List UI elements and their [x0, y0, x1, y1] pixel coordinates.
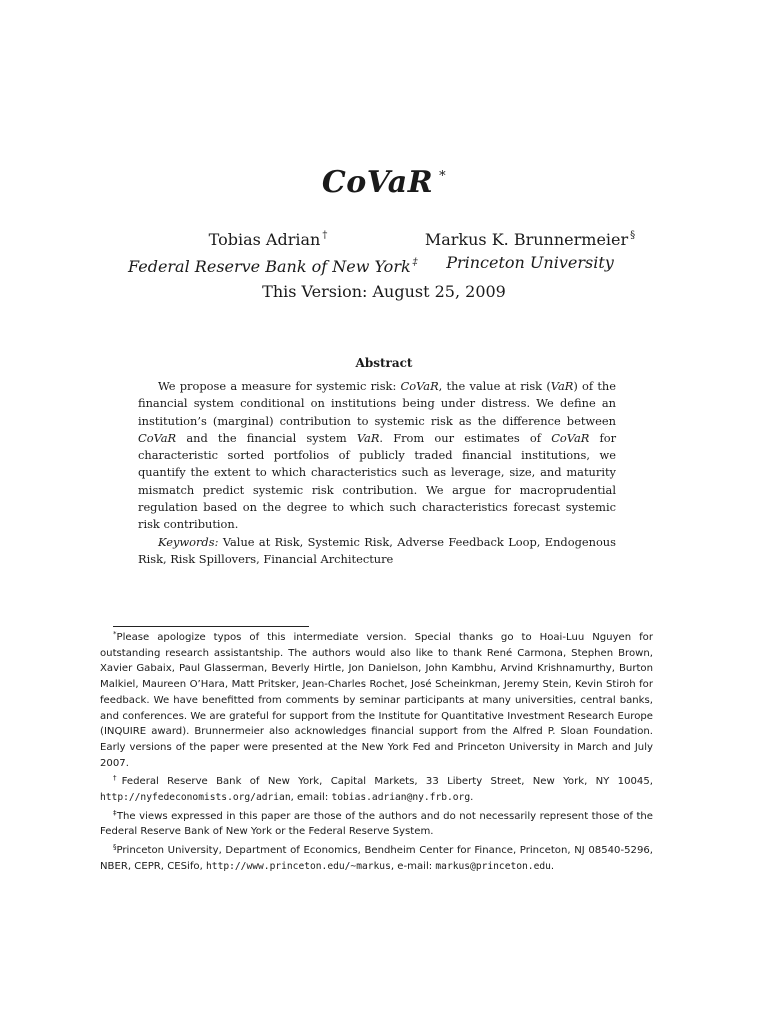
abstract-paragraph: We propose a measure for systemic risk: CoVaR, the value at risk (VaR) of the financial system conditional on institutions being under distress. We define an institution’s (marginal) contribution to systemic risk as the difference between CoVaR and the financial system VaR. From our estimates of CoVaR for characteristic sorted portfolios of publicly traded financial institutions, we quantify the extent to which characteristics such as leverage, size, and maturity mismatch predict systemic risk contribution. We argue for macroprudential regulation based on the degree to which such characteristics forecast systemic risk contribution. [138, 379, 617, 532]
version-date: This Version: August 25, 2009 [262, 282, 506, 301]
footnote-item: ‡The views expressed in this paper are those of the authors and do not necessarily represent those of the Federal Reserve Bank of New York or the Federal Reserve System. [100, 808, 654, 838]
footnote-url-link[interactable]: http://nyfedeconomists.org/adrian [100, 792, 291, 804]
footnote-item: *Please apologize typos of this intermediate version. Special thanks go to Hoai-Luu Nguyen for outstanding research assistantship. The authors would also like to thank René Carmona, Stephen Brown, Xavier Gabaix, Paul Glasserman, Beverly Hirtle, Jon Danielson, John Kambhu, Arvind Krishnamurthy, Burton Malkiel, Maureen O’Hara, Matt Pritsker, Jean-Charles Rochet, José Scheinkman, Jeremy Stein, Kevin Stiroh for feedback. We have benefitted from comments by seminar participants at many universities, central banks, and conferences. We are grateful for support from the Institute for Quantitative Investment Research Europe (INQUIRE award). Brunnermeier also acknowledges financial support from the Alfred P. Sloan Foundation. Early versions of the paper were presented at the New York Fed and Princeton University in March and July 2007. [100, 630, 653, 769]
title-footnote-mark: * [439, 169, 447, 184]
footnote-email-link[interactable]: tobias.adrian@ny.frb.org [331, 792, 471, 804]
author-block-brunnermeier [420, 224, 640, 274]
author-name: Tobias Adrian † [208, 230, 328, 249]
abstract-body [138, 378, 616, 568]
paper-title: CoVaR * [321, 165, 447, 200]
footnote-url-link[interactable]: http://www.princeton.edu/~markus [206, 860, 391, 872]
footnote-email-link[interactable]: markus@princeton.edu [435, 860, 551, 872]
abstract-keywords: Keywords: Value at Risk, Systemic Risk, Adverse Feedback Loop, Endogenous Risk, Risk Spillovers, Financial Architecture [138, 534, 616, 566]
author-affiliation: Princeton University [446, 253, 614, 272]
footnote-item: †Federal Reserve Bank of New York, Capital Markets, 33 Liberty Street, New York, NY 10045, http://nyfedeconomists.org/adrian, email: tobias.adrian@ny.frb.org. [100, 774, 653, 804]
abstract-heading: Abstract [355, 356, 413, 370]
author-affiliation: Federal Reserve Bank of New York ‡ [128, 257, 418, 276]
author-block-adrian [128, 224, 418, 278]
author-name: Markus K. Brunnermeier § [424, 230, 636, 249]
footnote-item: §Princeton University, Department of Economics, Bendheim Center for Finance, Princeton, NJ 08540-5296, NBER, CEPR, CESifo, http://www.princeton.edu/~markus, e-mail: markus@princeton.edu. [100, 843, 653, 872]
footnotes [100, 627, 653, 875]
